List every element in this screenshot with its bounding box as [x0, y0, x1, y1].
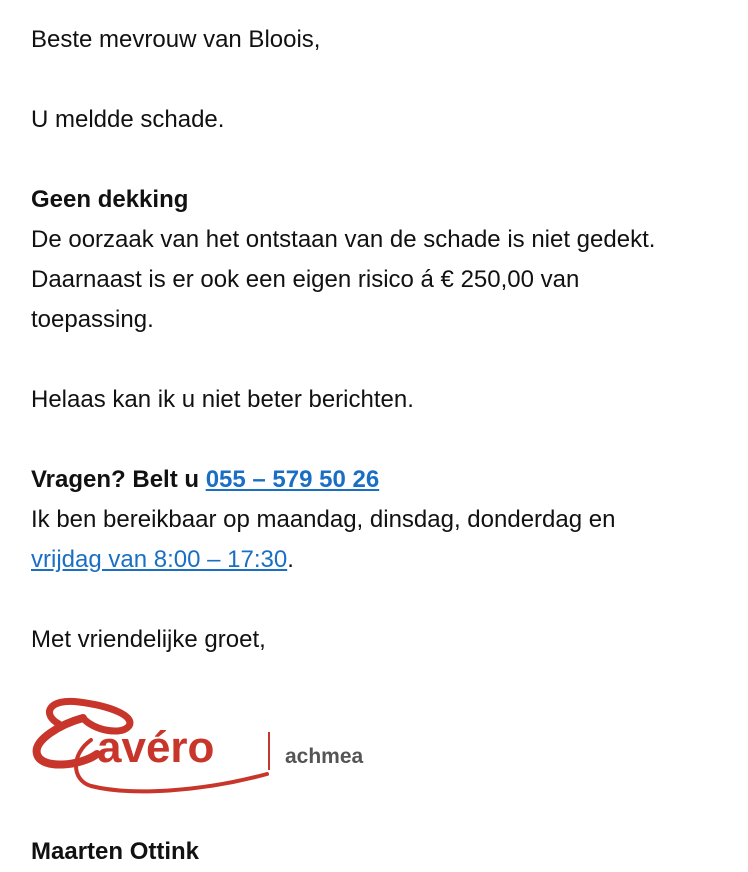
availability-text: Ik ben bereikbaar op maandag, dinsdag, donderdag en	[31, 506, 616, 533]
body-line: De oorzaak van het ontstaan van de schade is niet gedekt.	[31, 226, 656, 253]
email-body	[31, 20, 731, 660]
greeting: Beste mevrouw van Bloois,	[31, 26, 321, 53]
spacer	[31, 420, 731, 460]
signature-name: Maarten Ottink	[31, 838, 200, 865]
spacer	[31, 340, 731, 380]
avero-achmea-logo	[31, 694, 391, 804]
spacer	[31, 140, 731, 180]
section-heading: Geen dekking	[31, 186, 189, 213]
logo-brand-text: avéro	[97, 723, 215, 772]
logo-partner-text: achmea	[285, 745, 364, 768]
spacer	[31, 580, 731, 620]
closing-text: Met vriendelijke groet,	[31, 626, 266, 653]
body-line: Daarnaast is er ook een eigen risico á € 250,00 van	[31, 266, 580, 293]
phone-link[interactable]: 055 – 579 50 26	[205, 466, 380, 493]
spacer	[31, 60, 731, 100]
availability-end: .	[287, 546, 294, 573]
regret-text: Helaas kan ik u niet beter berichten.	[31, 386, 414, 413]
availability-link[interactable]: vrijdag van 8:00 – 17:30	[31, 546, 288, 573]
questions-line	[31, 460, 731, 500]
questions-prefix: Vragen? Belt u	[31, 466, 206, 493]
body-line: toepassing.	[31, 306, 154, 333]
intro-text: U meldde schade.	[31, 106, 225, 133]
availability-line	[31, 540, 731, 580]
